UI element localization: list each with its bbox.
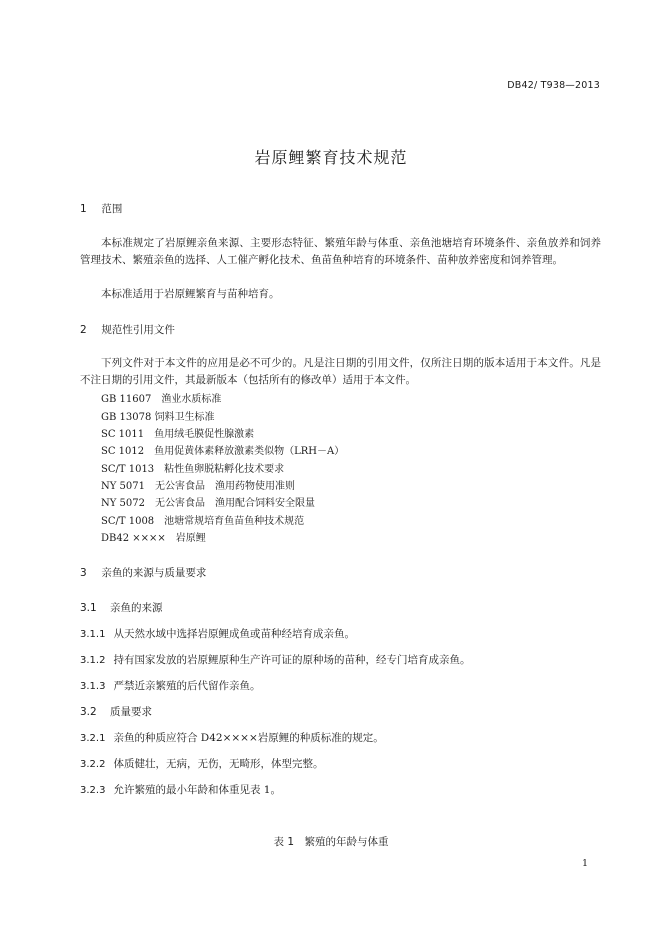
clause-text: 体质健壮，无病，无伤，无畸形，体型完整。: [113, 758, 324, 770]
clause-3-1-3: [80, 678, 260, 693]
section-title: 规范性引用文件: [101, 324, 175, 336]
clause-3-2-2: [80, 756, 323, 771]
clause-text: 亲鱼的种质应符合 D42××××岩原鲤的种质标准的规定。: [113, 732, 384, 744]
reference-item: SC/T 1008 池塘常规培育鱼苗鱼种技术规范: [101, 516, 305, 527]
section-number: 3.2: [80, 706, 97, 718]
clause-number: 3.1.3: [80, 681, 106, 692]
section-2-heading: [80, 322, 175, 337]
section-number: 1: [80, 203, 87, 215]
reference-item: GB 11607 渔业水质标准: [101, 394, 222, 405]
table-caption: 表 1 繁殖的年龄与体重: [273, 836, 389, 848]
section-title: 范围: [101, 203, 123, 215]
reference-item: SC/T 1013 粘性鱼卵脱粘孵化技术要求: [101, 464, 285, 475]
scope-paragraph-1: 本标准规定了岩原鲤亲鱼来源、主要形态特征、繁殖年龄与体重、亲鱼池塘培育环境条件、亲鱼放养和饲养管理技术、繁殖亲鱼的选择、人工催产孵化技术、鱼苗鱼种培育的环境条件、苗种放养密度和饲养管理。: [80, 237, 601, 266]
section-3-heading: [80, 565, 206, 580]
clause-text: 持有国家发放的岩原鲤原种生产许可证的原种场的苗种，经专门培育成亲鱼。: [113, 654, 471, 666]
reference-item: SC 1012 鱼用促黄体素释放激素类似物（LRH－A）: [101, 446, 345, 457]
reference-item: NY 5072 无公害食品 渔用配合饲料安全限量: [101, 498, 315, 509]
references-paragraph: 下列文件对于本文件的应用是必不可少的。凡是注日期的引用文件，仅所注日期的版本适用于本文件。凡是不注日期的引用文件，其最新版本（包括所有的修改单）适用于本文件。: [80, 357, 601, 386]
section-title: 亲鱼的来源: [110, 602, 163, 614]
clause-number: 3.1.2: [80, 655, 106, 666]
clause-text: 从天然水域中选择岩原鲤成鱼或苗种经培育成亲鱼。: [113, 628, 355, 640]
clause-number: 3.2.3: [80, 785, 106, 796]
clause-3-2-1: [80, 730, 384, 745]
section-1-heading: [80, 201, 122, 216]
clause-text: 严禁近亲繁殖的后代留作亲鱼。: [113, 680, 261, 692]
clause-text: 允许繁殖的最小年龄和体重见表 1。: [113, 784, 281, 796]
reference-item: NY 5071 无公害食品 渔用药物使用准则: [101, 481, 295, 492]
document-code: DB42/ T938—2013: [507, 80, 600, 91]
clause-number: 3.2.2: [80, 759, 106, 770]
section-number: 2: [80, 324, 87, 336]
clause-number: 3.2.1: [80, 733, 106, 744]
document-title: 岩原鲤繁育技术规范: [254, 148, 408, 167]
section-number: 3: [80, 567, 87, 579]
clause-3-2-3: [80, 782, 281, 797]
section-number: 3.1: [80, 602, 97, 614]
section-3-2-heading: [80, 704, 152, 719]
reference-item: SC 1011 鱼用绒毛膜促性腺激素: [101, 429, 255, 440]
clause-number: 3.1.1: [80, 629, 106, 640]
scope-paragraph-2: 本标准适用于岩原鲤繁育与苗种培育。: [101, 288, 280, 300]
page-number: 1: [581, 858, 588, 869]
section-3-1-heading: [80, 600, 163, 615]
section-title: 质量要求: [110, 706, 153, 718]
clause-3-1-2: [80, 652, 470, 667]
clause-3-1-1: [80, 626, 355, 641]
reference-item: DB42 ×××× 岩原鲤: [101, 533, 206, 544]
reference-item: GB 13078 饲料卫生标准: [101, 412, 215, 423]
section-title: 亲鱼的来源与质量要求: [101, 567, 207, 579]
